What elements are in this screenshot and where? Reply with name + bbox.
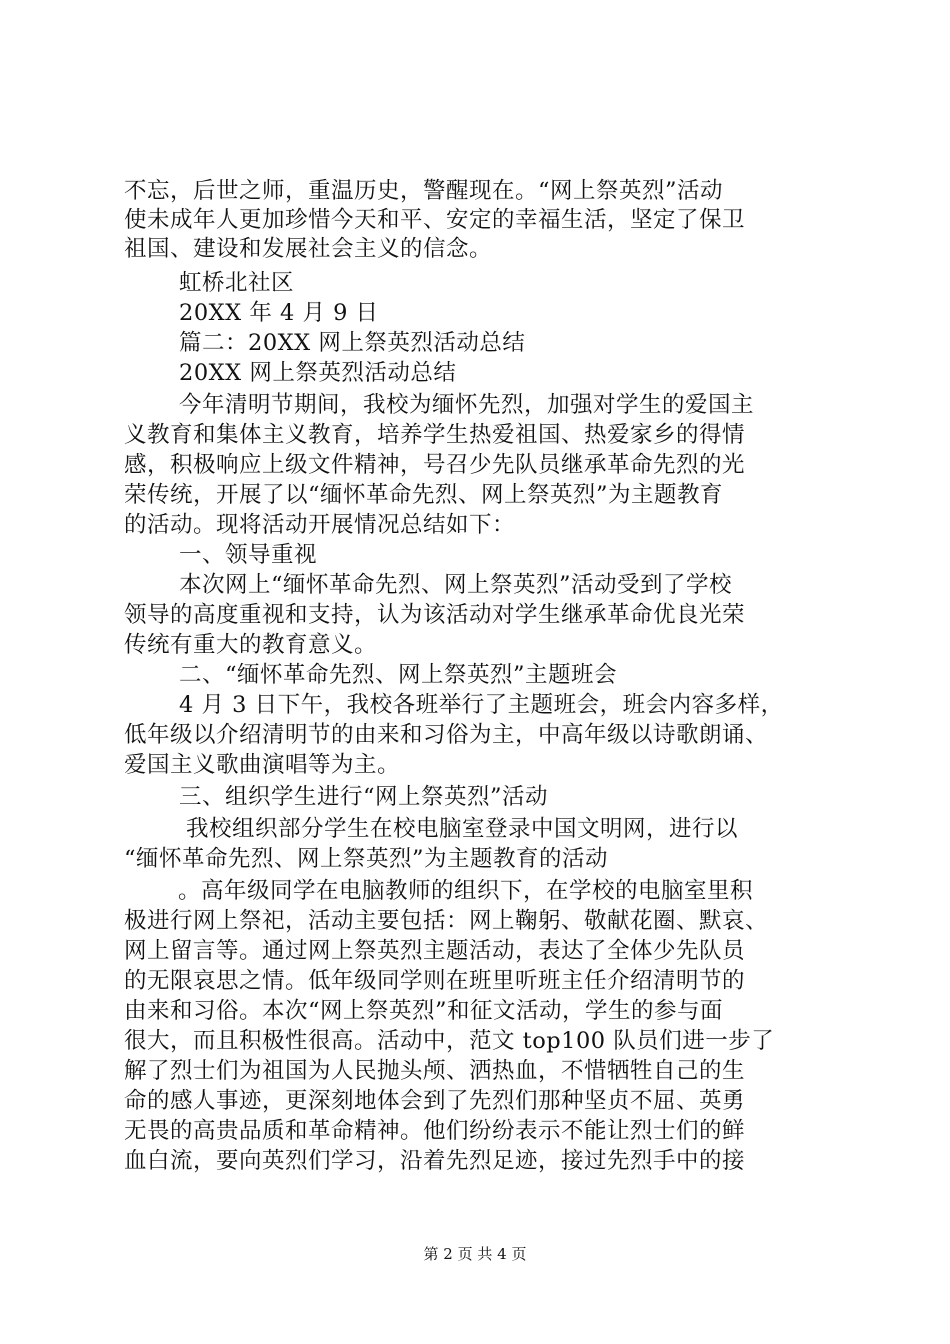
body-text-line: 今年清明节期间，我校为缅怀先烈，加强对学生的爱国主 (179, 392, 755, 418)
body-text-line: 低年级以介绍清明节的由来和习俗为主，中高年级以诗歌朗诵、 (124, 722, 769, 748)
document-title: 20XX 网上祭英烈活动总结 (179, 360, 457, 386)
body-text-line: 4 月 3 日下午，我校各班举行了主题班会，班会内容多样， (179, 692, 784, 718)
body-text-line: 荣传统，开展了以“缅怀革命先烈、网上祭英烈”为主题教育 (124, 482, 724, 508)
subheading: 二、“缅怀革命先烈、网上祭英烈”主题班会 (179, 662, 618, 688)
section-heading: 篇二：20XX 网上祭英烈活动总结 (179, 330, 526, 356)
body-text-line: 传统有重大的教育意义。 (124, 632, 378, 658)
body-text-line: 由来和习俗。本次“网上祭英烈”和征文活动，学生的参与面 (124, 998, 724, 1024)
body-text-line: 很大，而且积极性很高。活动中，范文 top100 队员们进一步了 (124, 1028, 775, 1054)
body-text-line: 我校组织部分学生在校电脑室登录中国文明网，进行以 (186, 816, 739, 842)
body-text-line: 义教育和集体主义教育，培养学生热爱祖国、热爱家乡的得情 (124, 422, 746, 448)
body-text-line: 无畏的高贵品质和革命精神。他们纷纷表示不能让烈士们的鲜 (124, 1118, 746, 1144)
body-text-line: 爱国主义歌曲演唱等为主。 (124, 752, 401, 778)
body-text-line: 领导的高度重视和支持，认为该活动对学生继承革命优良光荣 (124, 602, 746, 628)
signature-community: 虹桥北社区 (179, 270, 295, 296)
subheading: 一、领导重视 (179, 542, 318, 568)
body-text-line: 本次网上“缅怀革命先烈、网上祭英烈”活动受到了学校 (179, 572, 733, 598)
body-text-line: “缅怀革命先烈、网上祭英烈”为主题教育的活动 (124, 846, 609, 872)
page-number-footer: 第 2 页 共 4 页 (423, 1245, 527, 1263)
body-text-line: 感，积极响应上级文件精神，号召少先队员继承革命先烈的光 (124, 452, 746, 478)
body-text-line: 解了烈士们为祖国为人民抛头颅、洒热血，不惜牺牲自己的生 (124, 1058, 746, 1084)
body-text-line: 不忘，后世之师，重温历史，警醒现在。“网上祭英烈”活动 (124, 178, 724, 204)
body-text-line: 血白流，要向英烈们学习，沿着先烈足迹，接过先烈手中的接 (124, 1148, 746, 1174)
subheading: 三、组织学生进行“网上祭英烈”活动 (179, 784, 549, 810)
body-text-line: 命的感人事迹，更深刻地体会到了先烈们那种坚贞不屈、英勇 (124, 1088, 746, 1114)
signature-date: 20XX 年 4 月 9 日 (179, 300, 379, 326)
body-text-line: 祖国、建设和发展社会主义的信念。 (124, 236, 493, 262)
body-text-line: 的活动。现将活动开展情况总结如下： (124, 512, 516, 538)
body-text-line: 。高年级同学在电脑教师的组织下，在学校的电脑室里积 (178, 878, 754, 904)
body-text-line: 的无限哀思之情。低年级同学则在班里听班主任介绍清明节的 (124, 968, 746, 994)
body-text-line: 使未成年人更加珍惜今天和平、安定的幸福生活，坚定了保卫 (124, 207, 746, 233)
body-text-line: 网上留言等。通过网上祭英烈主题活动，表达了全体少先队员 (124, 938, 746, 964)
body-text-line: 极进行网上祭祀，活动主要包括：网上鞠躬、敬献花圈、默哀、 (124, 908, 769, 934)
